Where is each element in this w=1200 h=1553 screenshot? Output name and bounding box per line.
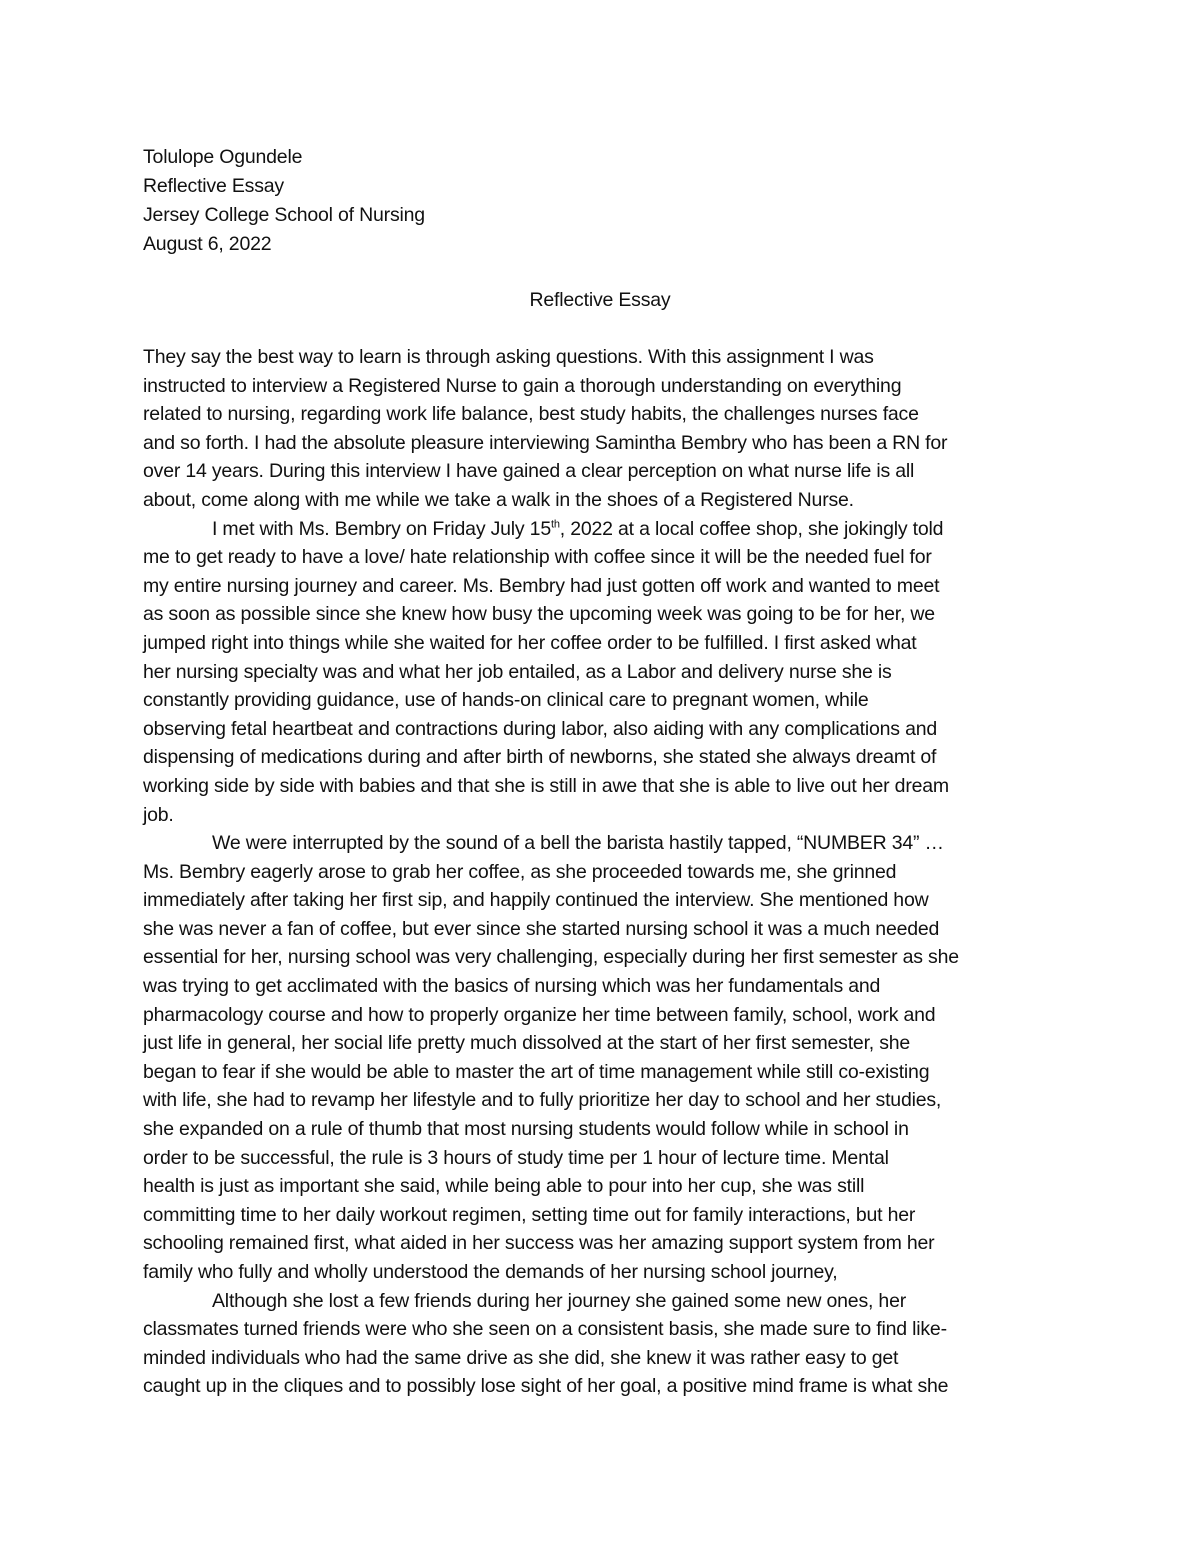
body-line: jumped right into things while she waited for her coffee order to be fulfilled. I first asked what (143, 631, 917, 654)
body-line: dispensing of medications during and after birth of newborns, she stated she always dreamt of (143, 746, 937, 769)
essay-body (143, 343, 1063, 1401)
body-line: They say the best way to learn is through asking questions. With this assignment I was (143, 346, 874, 368)
body-line: with life, she had to revamp her lifestyle and to fully prioritize her day to school and her studies, (143, 1089, 942, 1112)
body-line: she expanded on a rule of thumb that most nursing students would follow while in school in (143, 1118, 909, 1141)
body-line: essential for her, nursing school was very challenging, especially during her first semester as she (143, 946, 959, 969)
body-line: as soon as possible since she knew how busy the upcoming week was going to be for her, we (143, 603, 935, 626)
body-line: job. (143, 803, 174, 826)
essay-title: Reflective Essay (529, 289, 671, 311)
header-block (143, 143, 425, 259)
body-line: health is just as important she said, while being able to pour into her cup, she was still (143, 1175, 865, 1198)
assignment-name: Reflective Essay (143, 175, 284, 197)
school-name: Jersey College School of Nursing (143, 204, 425, 226)
body-line-paragraph-start: Although she lost a few friends during her journey she gained some new ones, her (212, 1289, 907, 1312)
body-line: began to fear if she would be able to master the art of time management while still co-existing (143, 1060, 930, 1083)
date-text: I met with Ms. Bembry on Friday July 15 (212, 517, 551, 540)
body-line: pharmacology course and how to properly organize her time between family, school, work and (143, 1003, 936, 1026)
body-line: observing fetal heartbeat and contractions during labor, also aiding with any complications and (143, 717, 938, 740)
body-line: working side by side with babies and that she is still in awe that she is able to live out her dream (143, 774, 949, 797)
body-line: minded individuals who had the same drive as she did, she knew it was rather easy to get (143, 1346, 899, 1369)
body-line-paragraph-start (143, 515, 1063, 544)
body-line: was trying to get acclimated with the basics of nursing which was her fundamentals and (143, 975, 881, 998)
document-date: August 6, 2022 (143, 233, 272, 255)
body-line: constantly providing guidance, use of hands-on clinical care to pregnant women, while (143, 689, 869, 712)
body-line: classmates turned friends were who she seen on a consistent basis, she made sure to find like- (143, 1318, 947, 1341)
body-line: Ms. Bembry eagerly arose to grab her coffee, as she proceeded towards me, she grinned (143, 860, 897, 883)
body-line: just life in general, her social life pretty much dissolved at the start of her first semester, she (143, 1032, 911, 1055)
body-line: related to nursing, regarding work life balance, best study habits, the challenges nurses face (143, 403, 919, 426)
body-line: my entire nursing journey and career. Ms. Bembry had just gotten off work and wanted to meet (143, 574, 940, 597)
body-line: family who fully and wholly understood the demands of her nursing school journey, (143, 1261, 838, 1283)
body-line: committing time to her daily workout regimen, setting time out for family interactions, but her (143, 1203, 916, 1226)
body-line-paragraph-start: We were interrupted by the sound of a bell the barista hastily tapped, “NUMBER 34” … (212, 832, 944, 855)
body-line: me to get ready to have a love/ hate relationship with coffee since it will be the needed fuel for (143, 546, 932, 569)
body-line: she was never a fan of coffee, but ever since she started nursing school it was a much needed (143, 917, 940, 940)
date-text-continued: , 2022 at a local coffee shop, she jokingly told (559, 517, 944, 540)
body-line: over 14 years. During this interview I have gained a clear perception on what nurse life is all (143, 460, 915, 483)
author-name: Tolulope Ogundele (143, 146, 303, 168)
body-line: caught up in the cliques and to possibly lose sight of her goal, a positive mind frame is what she (143, 1375, 949, 1398)
body-line: her nursing specialty was and what her job entailed, as a Labor and delivery nurse she is (143, 660, 892, 683)
body-line: and so forth. I had the absolute pleasure interviewing Samintha Bembry who has been a RN for (143, 431, 948, 454)
ordinal-superscript: th (550, 518, 560, 531)
body-line: immediately after taking her first sip, and happily continued the interview. She mentioned how (143, 889, 929, 912)
body-line: about, come along with me while we take a walk in the shoes of a Registered Nurse. (143, 488, 854, 511)
body-line: instructed to interview a Registered Nurse to gain a thorough understanding on everything (143, 374, 902, 397)
body-line: order to be successful, the rule is 3 hours of study time per 1 hour of lecture time. Mental (143, 1146, 889, 1169)
body-line: schooling remained first, what aided in her success was her amazing support system from her (143, 1232, 935, 1255)
